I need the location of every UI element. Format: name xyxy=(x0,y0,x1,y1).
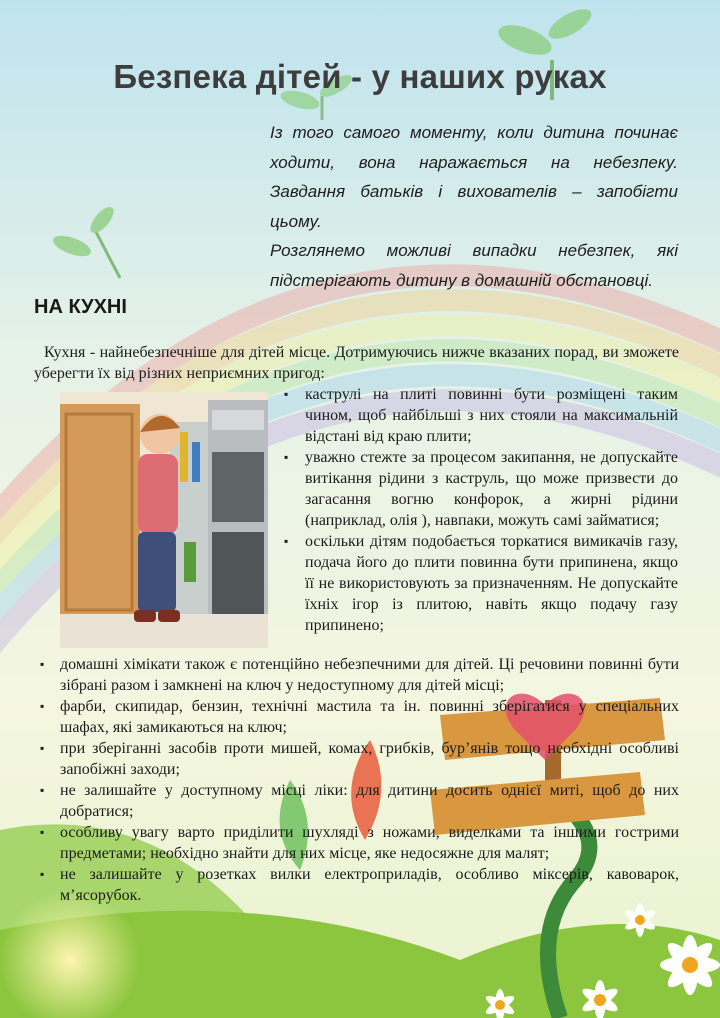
intro-paragraph: Із того самого моменту, коли дитина починає ходити, вона наражається на небезпеку. Завдання батьків і вихователів – запобігти цьому. xyxy=(270,123,678,231)
bullet: ▪ xyxy=(284,387,289,401)
list-item xyxy=(34,780,679,822)
bullet: ▪ xyxy=(40,657,45,671)
list-item xyxy=(278,384,678,447)
tips-list-full-width xyxy=(34,654,679,906)
list-item-text: уважно стежте за процесом закипання, не допускайте витікання рідини з каструль, що може призвести до загасання вогню конфорок, а жирні рідини (наприклад, олія ), навпаки, можуть самі займатися; xyxy=(305,449,678,529)
lead-paragraph: Кухня - найнебезпечніше для дітей місце. Дотримуючись нижче вказаних порад, ви зможете уберегти їх від різних неприємних пригод: xyxy=(34,344,679,382)
intro-paragraph: Розглянемо можливі випадки небезпек, які підстерігають дитину в домашній обстановці. xyxy=(270,241,678,290)
list-item-text: не залишайте у доступному місці ліки: для дитини досить однієї миті, щоб до них добратися; xyxy=(60,782,679,820)
bullet: ▪ xyxy=(40,867,45,881)
list-item-text: особливу увагу варто приділити шухляді з ножами, виделками та іншими гострими предметами; необхідно знайти для них місце, яке недосяжне для малят; xyxy=(60,824,679,862)
bullet: ▪ xyxy=(40,741,45,755)
cabinet xyxy=(60,404,140,614)
bullet: ▪ xyxy=(284,450,289,464)
list-item-text: каструлі на плиті повинні бути розміщені таким чином, щоб найбільші з них стояли на максимальній відстані від краю плити; xyxy=(305,386,678,445)
kitchen-photo xyxy=(60,392,268,648)
list-item xyxy=(34,738,679,780)
list-item xyxy=(34,864,679,906)
intro-text xyxy=(270,118,678,295)
bullet: ▪ xyxy=(40,783,45,797)
list-item-text: домашні хімікати також є потенційно небезпечними для дітей. Ці речовини повинні бути зібрані разом і замкнені на ключ у недоступному для дітей місці; xyxy=(60,656,679,694)
page-title: Безпека дітей - у наших руках xyxy=(113,58,607,95)
tips-list-beside-photo xyxy=(278,384,678,636)
list-item-text: при зберіганні засобів проти мишей, комах, грибків, бур’янів тощо необхідні особливі запобіжні заходи; xyxy=(60,740,679,778)
bullet: ▪ xyxy=(40,699,45,713)
section-heading: НА КУХНІ xyxy=(34,296,127,318)
list-item-text: оскільки дітям подобається торкатися вимикачів газу, подача його до плити повинна бути припинена, якщо її не використовують за призначенням. Не допускайте їхніх ігор із плитою, навіть якщо подачу газу припинено; xyxy=(305,533,678,634)
list-item xyxy=(34,654,679,696)
bullet: ▪ xyxy=(40,825,45,839)
bullet: ▪ xyxy=(284,534,289,548)
list-item xyxy=(34,696,679,738)
list-item xyxy=(278,447,678,531)
list-item-text: не залишайте у розетках вилки електроприладів, особливо міксерів, кавоварок, м’ясорубок. xyxy=(60,866,679,904)
list-item xyxy=(34,822,679,864)
list-item xyxy=(278,531,678,636)
list-item-text: фарби, скипидар, бензин, технічні мастила та ін. повинні зберігатися у спеціальних шафах, які замикаються на ключ; xyxy=(60,698,679,736)
